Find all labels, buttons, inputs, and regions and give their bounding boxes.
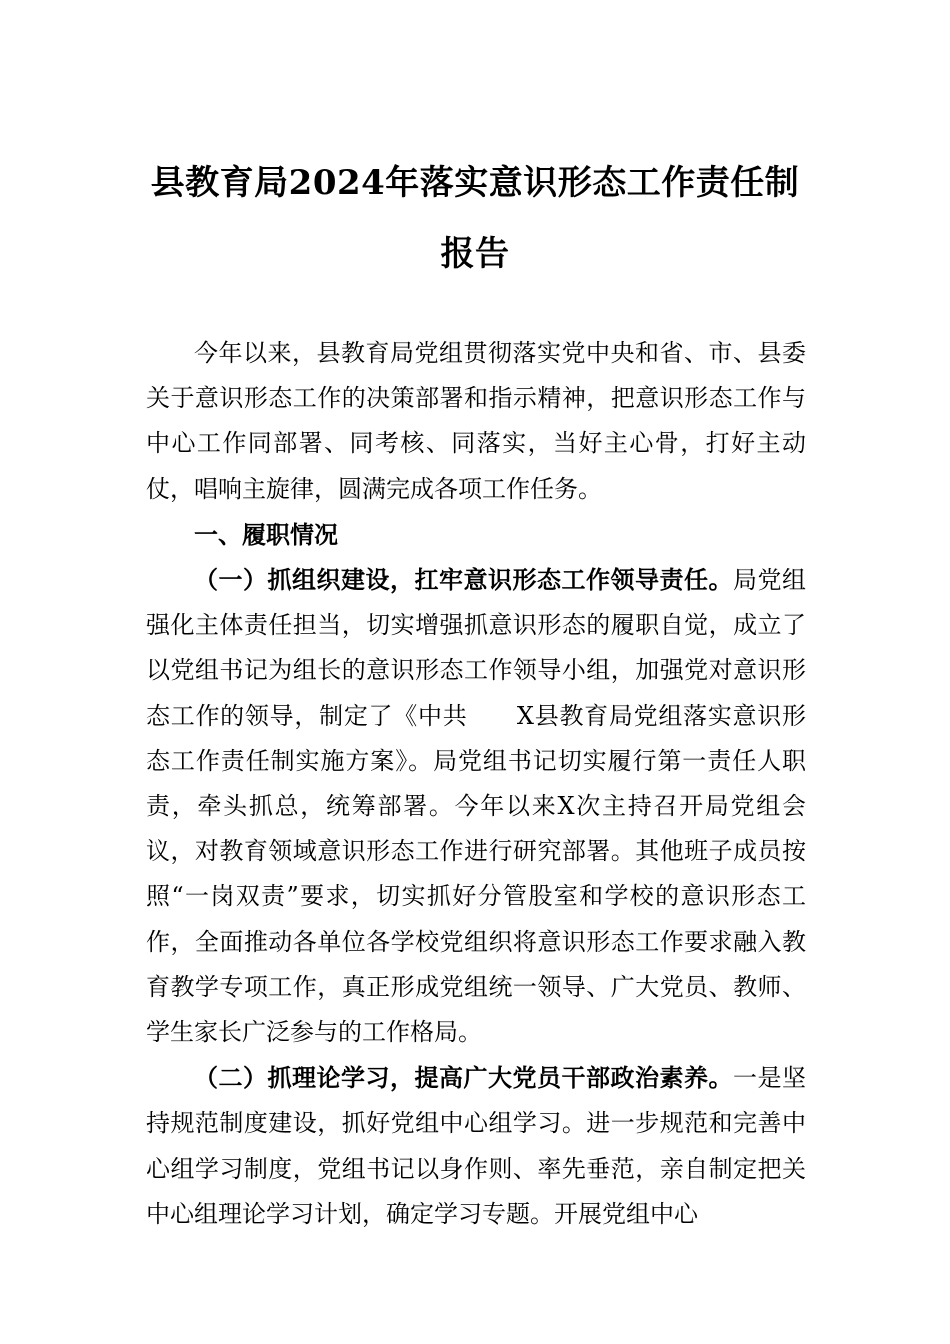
subsection-paragraph-1 (146, 557, 806, 1055)
intro-paragraph: 今年以来，县教育局党组贯彻落实党中央和省、市、县委关于意识形态工作的决策部署和指示精神，把意识形态工作与中心工作同部署、同考核、同落实，当好主心骨，打好主动仗，唱响主旋律，圆满完成各项工作任务。 (146, 339, 806, 503)
document-body (146, 331, 806, 1237)
section-heading-1: 一、履职情况 (194, 519, 338, 549)
subsection-paragraph-2 (146, 1055, 806, 1237)
subsection-heading-2: （二）抓理论学习，提高广大党员干部政治素养。 (194, 1063, 733, 1093)
document-title-line-2: 报告 (440, 234, 510, 274)
subsection-body-1: 局党组强化主体责任担当，切实增强抓意识形态的履职自觉，成立了以党组书记为组长的意识形态工作领导小组，加强党对意识形态工作的领导，制定了《中共 X县教育局党组落实意识形态工作责任制实施方案》。局党组书记切实履行第一责任人职责，牵头抓总，统筹部署。今年以来X次主持召开局党组会议，对教育领域意识形态工作进行研究部署。其他班子成员按照“一岗双责”要求，切实抓好分管股室和学校的意识形态工作，全面推动各单位各学校党组织将意识形态工作要求融入教育教学专项工作，真正形成党组统一领导、广大党员、教师、学生家长广泛参与的工作格局。 (146, 566, 806, 1047)
subsection-heading-1: （一）抓组织建设，扛牢意识形态工作领导责任。 (194, 565, 733, 595)
subsection-body-2: 一是坚持规范制度建设，抓好党组中心组学习。进一步规范和完善中心组学习制度，党组书记以身作则、率先垂范，亲自制定把关中心组理论学习计划，确定学习专题。开展党组中心 (146, 1064, 806, 1228)
document-title-line-1: 县教育局2024年落实意识形态工作责任制 (150, 163, 800, 203)
